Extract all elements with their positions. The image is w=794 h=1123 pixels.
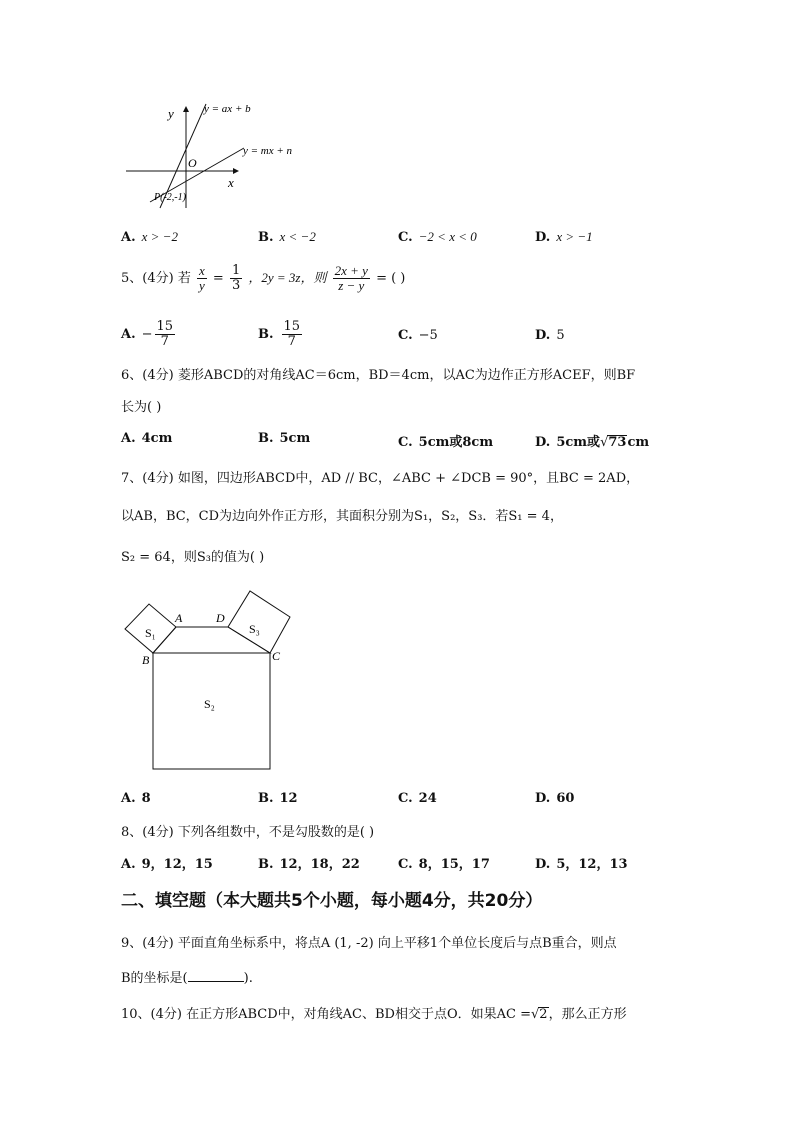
q5-option-d[interactable]: D. 5 <box>535 328 565 343</box>
q7-figure <box>118 585 298 777</box>
vertex-d-label: D <box>216 611 225 625</box>
q5-frac1: $\frac{x}{y}$ <box>198 263 205 293</box>
origin-label: O <box>188 156 197 170</box>
q5-option-b[interactable]: B. $\frac{15}{7}$ <box>258 319 301 349</box>
q8-option-d[interactable]: D. 5，12，13 <box>535 857 628 872</box>
q8-stem: 8、(4分) 下列各组数中，不是勾股数的是( ) <box>121 825 375 840</box>
q7-option-a[interactable]: A. 8 <box>121 791 151 806</box>
q9-stem-line2: B的坐标是( ). <box>121 971 253 986</box>
q6-option-c[interactable]: C. 5cm或8cm <box>398 435 494 450</box>
vertex-b-label: B <box>142 653 150 667</box>
q5-frac3: $\frac{2x + y}{z - y}$ <box>334 263 368 293</box>
q7-stem-line1: 7、(4分) 如图，四边形ABCD中，AD // BC，∠ABC + ∠DCB = 90°，且BC = 2AD， <box>121 471 640 486</box>
section-2-title: 二、填空题（本大题共5个小题，每小题4分，共20分） <box>121 891 543 911</box>
q8-option-a[interactable]: A. 9，12，15 <box>121 857 213 872</box>
q4-option-b[interactable]: B. x < −2 <box>258 229 316 245</box>
q4-option-d[interactable]: D. x > −1 <box>535 229 593 245</box>
q6-stem-line1: 6、(4分) 菱形ABCD的对角线AC＝6cm，BD＝4cm，以AC为边作正方形ACEF，则BF <box>121 368 636 383</box>
s3-label: S₃ <box>249 622 260 636</box>
vertex-a-label: A <box>175 611 183 625</box>
q7-stem-line3: S₂ = 64，则S₃的值为( ) <box>121 550 265 565</box>
q5-option-c[interactable]: C. −5 <box>398 328 438 343</box>
x-axis-arrow-icon <box>233 168 239 174</box>
q7-option-d[interactable]: D. 60 <box>535 791 575 806</box>
q5-stem: 5、(4分) 若 $\frac{x}{y}$ = $\frac{1}{3}$ ，2y = 3z，则 $\frac{2x + y}{z - y}$ = ( ) <box>121 263 406 293</box>
q7-option-c[interactable]: C. 24 <box>398 791 437 806</box>
q9-stem-line1: 9、(4分) 平面直角坐标系中，将点A (1, -2) 向上平移1个单位长度后与点B重合，则点 <box>121 936 617 951</box>
s2-label: S₂ <box>204 697 215 711</box>
q8-option-b[interactable]: B. 12，18，22 <box>258 857 360 872</box>
q6-option-d[interactable]: D. 5cm或√73cm <box>535 435 650 450</box>
square-s2 <box>153 653 270 769</box>
y-axis-label: y <box>168 106 174 121</box>
y-axis-arrow-icon <box>183 106 189 112</box>
q5-frac2: $\frac{1}{3}$ <box>231 263 241 293</box>
q4-option-a[interactable]: A. x > −2 <box>121 229 178 245</box>
q10-stem: 10、(4分) 在正方形ABCD中，对角线AC、BD相交于点O．如果AC =√2，那么正方形 <box>121 1007 627 1022</box>
vertex-c-label: C <box>272 649 281 663</box>
point-p-label: P(-2,-1) <box>154 192 186 203</box>
q9-answer-blank[interactable] <box>188 969 244 982</box>
q4-graph <box>118 96 308 216</box>
s1-label: S₁ <box>145 626 156 640</box>
q6-option-a[interactable]: A. 4cm <box>121 431 173 446</box>
q5-option-a[interactable]: A. − $\frac{15}{7}$ <box>121 319 174 349</box>
q8-option-c[interactable]: C. 8，15，17 <box>398 857 490 872</box>
q6-stem-line2: 长为( ) <box>121 400 162 415</box>
line1-label: y = ax + b <box>204 103 251 115</box>
q6-option-b[interactable]: B. 5cm <box>258 431 311 446</box>
q7-stem-line2: 以AB，BC，CD为边向外作正方形，其面积分别为S₁，S₂，S₃．若S₁ = 4， <box>121 509 563 524</box>
q4-option-c[interactable]: C. −2 < x < 0 <box>398 229 477 245</box>
x-axis-label: x <box>228 175 234 190</box>
line2-label: y = mx + n <box>243 145 293 157</box>
q7-option-b[interactable]: B. 12 <box>258 791 298 806</box>
